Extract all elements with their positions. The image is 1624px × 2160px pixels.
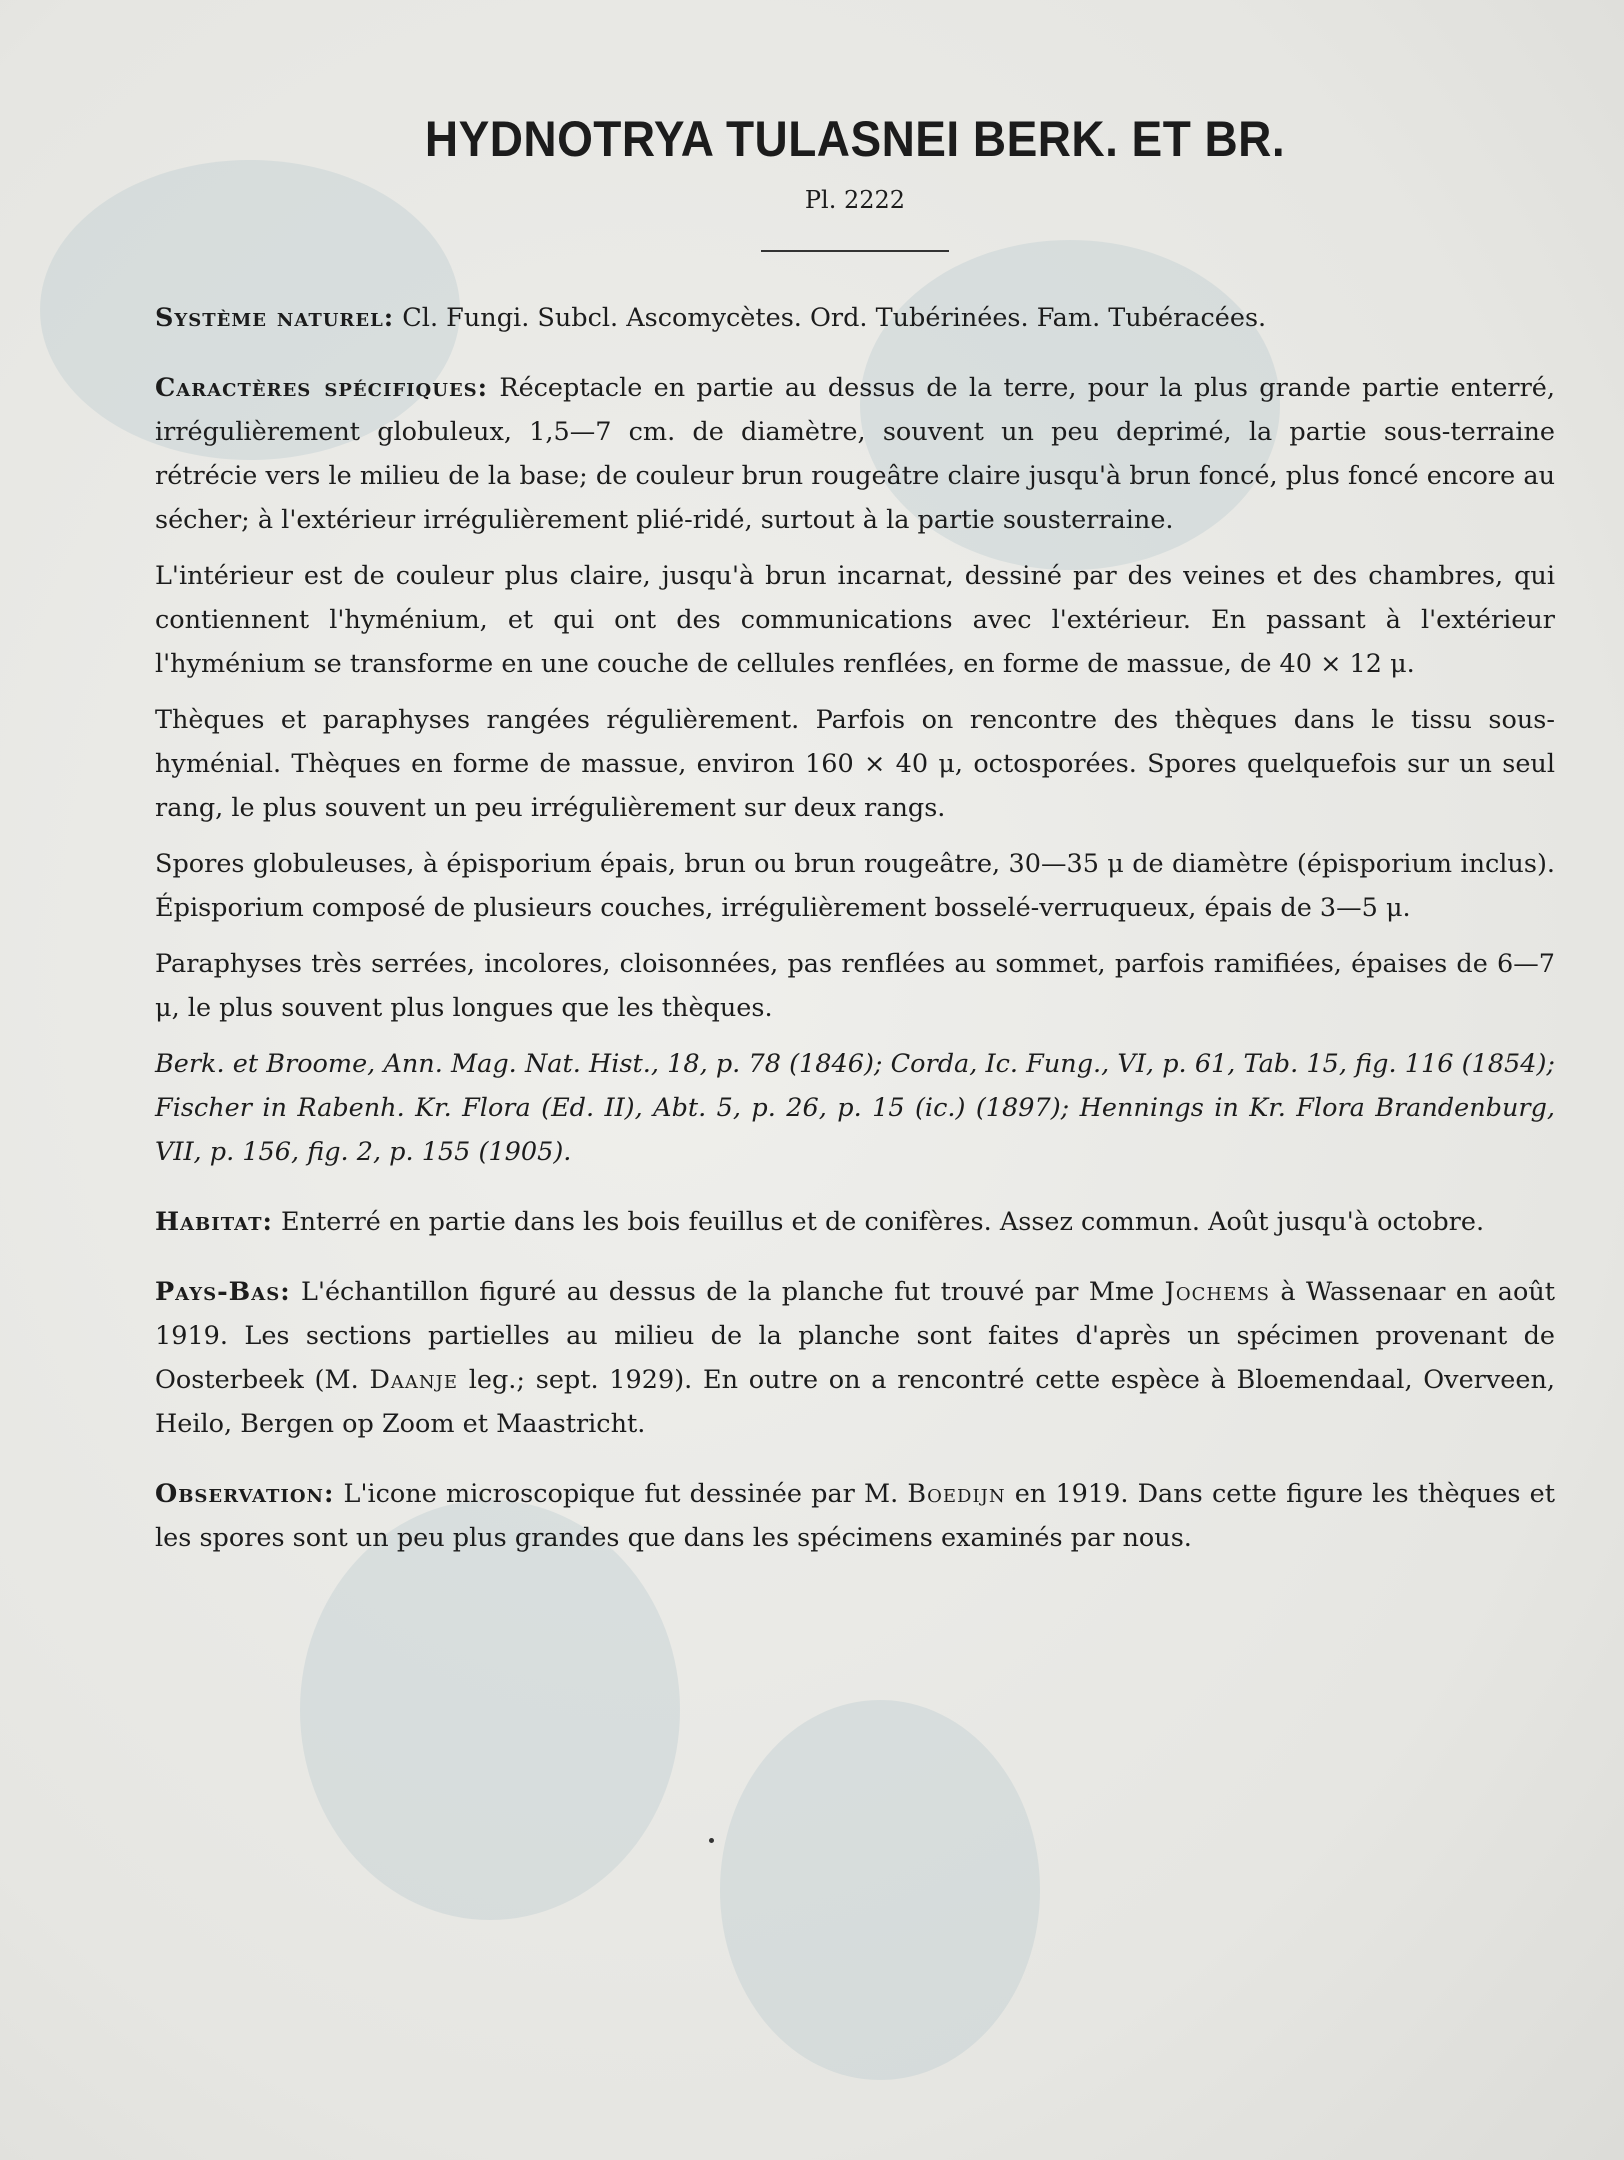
- title-divider: [761, 250, 949, 252]
- person-name: Daanje: [369, 1365, 459, 1395]
- section-heading: Caractères spécifiques:: [155, 373, 489, 403]
- section-heading: Système naturel:: [155, 303, 395, 333]
- observation-paragraph: [155, 1472, 1555, 1560]
- paraphyses-paragraph: Paraphyses très serrées, incolores, cloisonnées, pas renflées au sommet, parfois ramifiées, épaises de 6—7 μ, le plus souvent plus longues que les thèques.: [155, 949, 1555, 1023]
- paragraph-text: leg.; sept. 1929). En outre on a rencontré cette espèce à Bloemendaal, Overveen, Heilo, Bergen op Zoom et Maastricht.: [155, 1365, 1555, 1439]
- interieur-paragraph: L'intérieur est de couleur plus claire, jusqu'à brun incarnat, dessiné par des veines et des chambres, qui contiennent l'hyménium, et qui ont des communications avec l'extérieur. En passant à l'extérieur l'hyménium se transforme en une couche de cellules renflées, en forme de massue, de 40 × 12 μ.: [155, 561, 1555, 679]
- references-paragraph: Berk. et Broome, Ann. Mag. Nat. Hist., 18, p. 78 (1846); Corda, Ic. Fung., VI, p. 61, Tab. 15, fig. 116 (1854); Fischer in Rabenh. Kr. Flora (Ed. II), Abt. 5, p. 26, p. 15 (ic.) (1897); Hennings in Kr. Flora Brandenburg, VII, p. 156, fig. 2, p. 155 (1905).: [155, 1049, 1555, 1167]
- bleed-through-blob: [300, 1500, 680, 1920]
- person-name: Boedijn: [907, 1479, 1006, 1509]
- spores-paragraph: Spores globuleuses, à épisporium épais, brun ou brun rougeâtre, 30—35 μ de diamètre (épisporium inclus). Épisporium composé de plusieurs couches, irrégulièrement bosselé-verruqueux, épais de 3—5 μ.: [155, 849, 1555, 923]
- paragraph-text: à Wassenaar en août 1919. Les sections partielles au milieu de la planche sont faites d'après un spécimen provenant de Oosterbeek (M.: [155, 1277, 1556, 1395]
- habitat-paragraph: [155, 1200, 1555, 1244]
- paragraph-text: L'échantillon figuré au dessus de la planche fut trouvé par Mme: [290, 1277, 1165, 1307]
- paragraph-text: Réceptacle en partie au dessus de la terre, pour la plus grande partie enterré, irrégulièrement globuleux, 1,5—7 cm. de diamètre, souvent un peu deprimé, la partie sous-terraine rétrécie vers le milieu de la base; de couleur brun rougeâtre claire jusqu'à brun foncé, plus foncé encore au sécher; à l'extérieur irrégulièrement plié-ridé, surtout à la partie sousterraine.: [155, 373, 1556, 535]
- paragraph-text: en 1919. Dans cette figure les thèques et les spores sont un peu plus grandes que dans les spécimens examinés par nous.: [155, 1479, 1555, 1553]
- ink-speck: [709, 1838, 714, 1843]
- pays-bas-paragraph: [155, 1270, 1555, 1446]
- person-name: Jochems: [1164, 1277, 1270, 1307]
- systeme-naturel-paragraph: [155, 296, 1555, 340]
- paragraph-text: Cl. Fungi. Subcl. Ascomycètes. Ord. Tubérinées. Fam. Tubéracées.: [394, 303, 1267, 333]
- section-heading: Pays-Bas:: [155, 1277, 291, 1307]
- paragraph-text: L'icone microscopique fut dessinée par M.: [334, 1479, 908, 1509]
- theques-paragraph: Thèques et paraphyses rangées régulièrement. Parfois on rencontre des thèques dans le tissu sous-hyménial. Thèques en forme de massue, environ 160 × 40 μ, octosporées. Spores quelquefois sur un seul rang, le plus souvent un peu irrégulièrement sur deux rangs.: [155, 705, 1555, 823]
- caracteres-paragraph: [155, 366, 1555, 542]
- document-body: [155, 110, 1555, 1560]
- page-title: HYDNOTRYA TULASNEI BERK. ET BR.: [424, 111, 1286, 167]
- paragraph-text: Enterré en partie dans les bois feuillus et de conifères. Assez commun. Août jusqu'à octobre.: [272, 1207, 1485, 1237]
- section-heading: Habitat:: [155, 1207, 273, 1237]
- section-heading: Observation:: [155, 1479, 335, 1509]
- bleed-through-blob: [720, 1700, 1040, 2080]
- plate-number: Pl. 2222: [804, 186, 906, 214]
